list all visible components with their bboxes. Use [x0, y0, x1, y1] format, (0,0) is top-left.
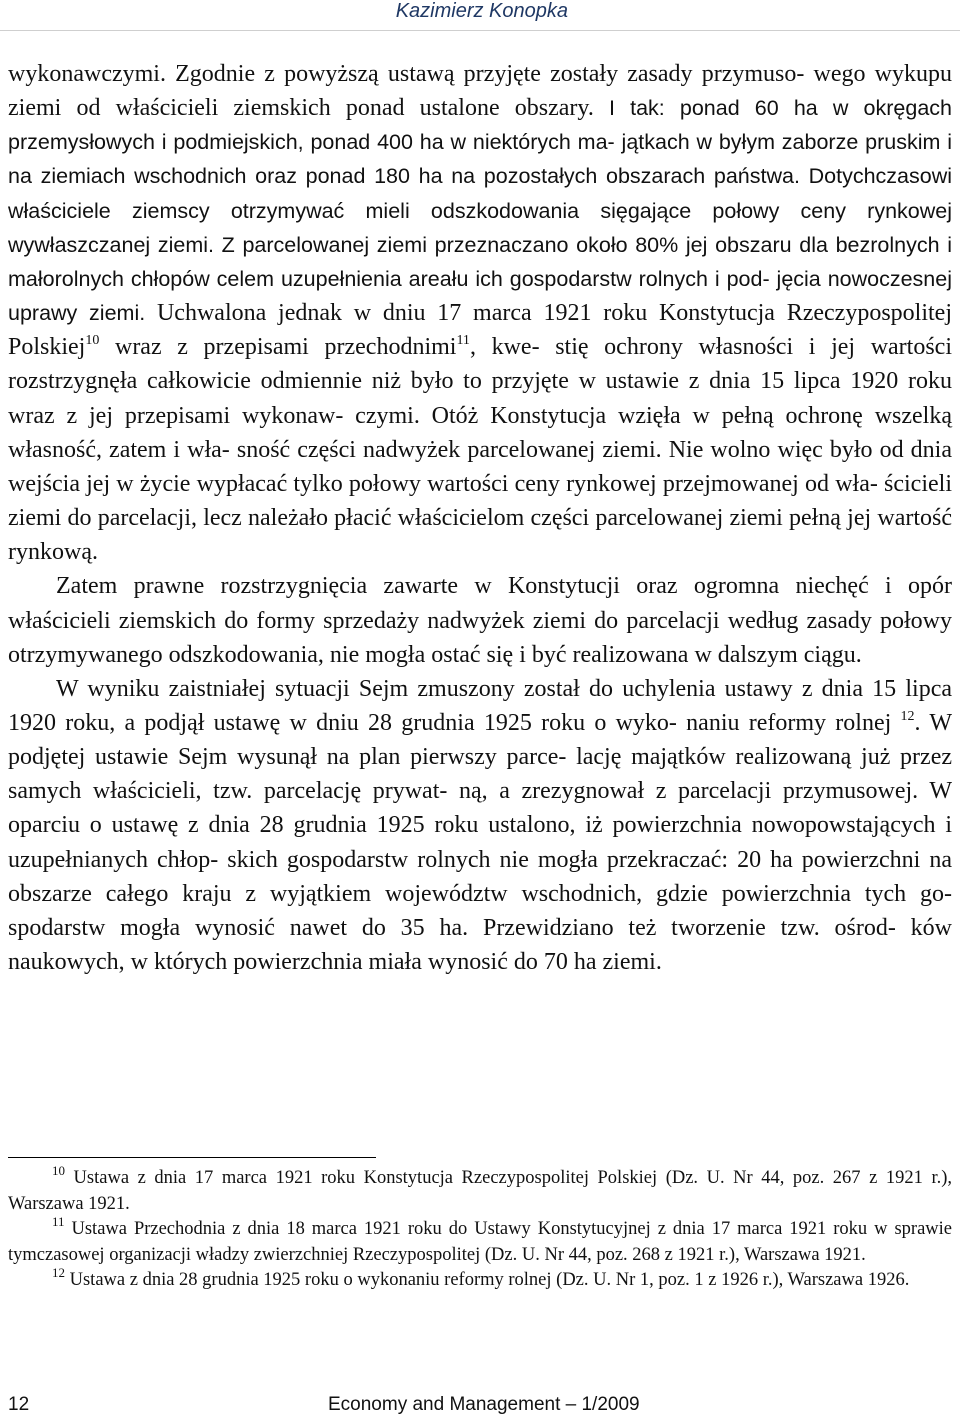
footnote-number: 12 — [52, 1265, 65, 1280]
footnote-text: Ustawa z dnia 17 marca 1921 roku Konstytucja Rzeczypospolitej Polskiej (Dz. U. Nr 44, poz. 267 z 1921 r.), Warszawa 1921. — [8, 1168, 952, 1214]
header-rule — [0, 30, 960, 31]
footnote-number: 10 — [52, 1163, 65, 1178]
running-head: Kazimierz Konopka — [395, 0, 568, 22]
main-text — [8, 57, 952, 979]
paragraph-1-part-d: , kwe- stię ochrony własności i jej wartości rozstrzygnęła całkowicie odmiennie niż było to przyjęte w ustawie z dnia 15 lipca 1920 roku wraz z jej przepisami wykonaw- czymi. Otóż Konstytucja wzięła w pełną ochronę wszelką własność, zatem i wła- sność części nadwyżek parcelowanej ziemi. Nie wolno więc było od dnia wejścia jej w życie wypłacać tylko połowy wartości ceny rynkowej przejmowanej od wła- ścicieli ziemi do parcelacji, lecz należało płacić właścicielom części parcelowanej ziemi pełną jej wartość rynkową. — [8, 334, 953, 566]
footnote-separator — [8, 1157, 376, 1158]
footnote-10 — [8, 1163, 952, 1217]
journal-name: Economy and Management – 1/2009 — [328, 1394, 640, 1415]
footnote-ref-12[interactable]: 12 — [900, 708, 915, 724]
footnote-ref-10[interactable]: 10 — [85, 333, 100, 349]
footnotes — [8, 1163, 952, 1294]
footnote-number: 11 — [52, 1214, 65, 1229]
footnote-ref-11[interactable]: 11 — [456, 333, 470, 349]
paragraph-1-part-b: Uchwalona jednak w dniu 17 marca 1921 roku Konstytucja Rzeczypospolitej Polskiej — [8, 300, 952, 361]
paragraph-3-part-a: W wyniku zaistniałej sytuacji Sejm zmuszony został do uchylenia ustawy z dnia 15 lipca 1920 roku, a podjął ustawę w dniu 28 grudnia 1925 roku o wyko- naniu reformy rolnej — [8, 675, 952, 736]
footnote-12 — [8, 1265, 952, 1294]
footnote-text: Ustawa Przechodnia z dnia 18 marca 1921 roku do Ustawy Konstytucyjnej z dnia 17 marca 1921 roku w sprawie tymczasowej organizacji władzy zwierzchniej Rzeczypospolitej (Dz. U. Nr 44, poz. 268 z 1921 r.), Warszawa 1921. — [8, 1219, 952, 1265]
paragraph-2: Zatem prawne rozstrzygnięcia zawarte w Konstytucji oraz ogromna niechęć i opór właścicieli ziemskich do formy sprzedaży nadwyżek ziemi do parcelacji według zasady połowy otrzymywanego odszkodowania, nie mogła ostać się i być realizowana w dalszym ciągu. — [8, 573, 952, 668]
footnote-text: Ustawa z dnia 28 grudnia 1925 roku o wykonaniu reformy rolnej (Dz. U. Nr 1, poz. 1 z 1926 r.), Warszawa 1926. — [65, 1270, 910, 1290]
paragraph-3-part-b: . W podjętej ustawie Sejm wysunął na plan pierwszy parce- lację majątków realizowaną już przez samych właścicieli, tzw. parcelację prywat- ną, a zrezygnował z parcelacji przymusowej. W oparciu o ustawę z dnia 28 grudnia 1925 roku ustalono, iż powierzchnia nowopowstających i uzupełnianych chłop- skich gospodarstw rolnych nie mogła przekraczać: 20 ha powierzchni na obszarze całego kraju z wyjątkiem województw wschodnich, gdzie powierzchnia tych go- spodarstw mogła wynosić nawet do 35 ha. Przewidziano też tworzenie tzw. ośrod- ków naukowych, w których powierzchnia miała wynosić do 70 ha ziemi. — [8, 709, 953, 976]
page-number: 12 — [8, 1394, 30, 1415]
paragraph-1 — [8, 57, 952, 569]
paragraph-1-part-c: wraz z przepisami przechodnimi — [99, 334, 457, 361]
footnote-11 — [8, 1214, 952, 1268]
paragraph-1-sans-passage: I tak: ponad 60 ha w okręgach przemysłowych i podmiejskich, ponad 400 ha w niektórych ma- jątkach w byłym zaborze pruskim i na ziemiach wschodnich oraz ponad 180 ha na pozostałych obszarach państwa. Dotychczasowi właściciele ziemscy otrzymywać mieli odszkodowania sięgające połowy ceny rynkowej wywłaszczanej ziemi. Z parcelowanej ziemi przeznaczano około 80% jej obszaru dla bezrolnych i małorolnych chłopów celem uzupełnienia areału ich gospodarstw rolnych i pod- jęcia nowoczesnej uprawy ziemi. — [8, 96, 952, 326]
paragraph-1-part-a: wykonawczymi. Zgodnie z powyższą ustawą przyjęte zostały zasady przymuso- wego wykupu ziemi od właścicieli ziemskich ponad ustalone obszary. — [8, 61, 952, 122]
paragraph-3 — [8, 672, 952, 979]
